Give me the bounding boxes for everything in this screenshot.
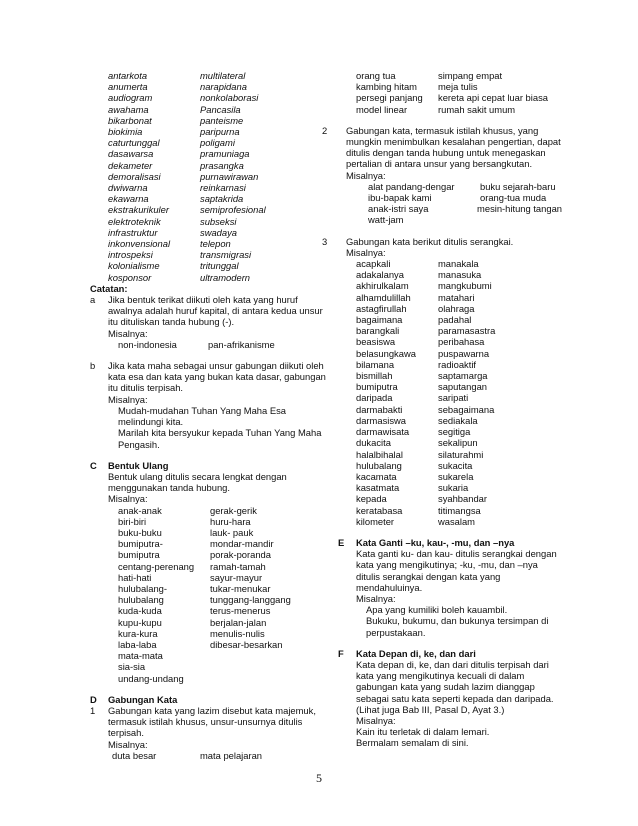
word-pair-row <box>90 204 326 215</box>
word-second: lauk- pauk <box>210 526 254 538</box>
word-second: simpang empat <box>438 70 503 81</box>
note-a-label: a <box>90 294 96 306</box>
reduplication-list <box>90 505 326 684</box>
word-pair-row <box>322 325 562 336</box>
word-first: bikarbonat <box>108 114 152 126</box>
word-second: semiprofesional <box>200 204 266 216</box>
word-second: reinkarnasi <box>200 182 246 194</box>
word-first: orang tua <box>356 70 396 81</box>
word-second: subseksi <box>200 215 237 227</box>
word-pair-row <box>90 661 326 672</box>
section-d3-misalnya: Misalnya: <box>346 246 386 258</box>
word-first: dukacita <box>356 437 391 449</box>
word-first: hati-hati <box>118 571 152 583</box>
section-c-title: Bentuk Ulang <box>108 459 169 471</box>
word-first: bumiputra <box>118 549 160 561</box>
word-second: sukarela <box>438 470 474 482</box>
word-pair-row <box>322 203 562 214</box>
section-d-title: Gabungan Kata <box>108 693 178 705</box>
section-c-text: Bentuk ulang ditulis secara lengkat dengan menggunakan tanda hubung. <box>108 470 287 494</box>
word-second: silaturahmi <box>438 448 484 460</box>
word-pair-row <box>322 516 562 527</box>
section-e-label: E <box>338 536 345 548</box>
word-first: bumiputra <box>356 381 398 393</box>
word-second: sediakala <box>438 414 478 426</box>
word-pair-row <box>322 269 562 280</box>
section-f-text: Kata depan di, ke, dan dari ditulis terpisah dari kata yang mengikutinya kecuali di dalam gabungan kata yang sudah lazim dianggap sebagai satu kata seperti kepada dan daripada. (Lihat juga Bab III, Pasal D, Ayat 3.) <box>356 658 554 715</box>
word-second: prasangka <box>200 159 244 171</box>
word-first: mata-mata <box>118 650 163 662</box>
section-c-label: C <box>90 459 97 471</box>
word-first: alat pandang-dengar <box>368 180 455 192</box>
word-first: audiogram <box>108 92 153 104</box>
word-first: kambing hitam <box>356 81 417 93</box>
word-first: awahama <box>108 103 149 115</box>
note-a-examples <box>90 339 326 350</box>
word-second: tukar-menukar <box>210 582 271 594</box>
word-first: hulubalang <box>356 459 402 471</box>
section-d1-examples <box>90 750 326 761</box>
word-pair-row <box>322 505 562 516</box>
word-pair-row <box>322 392 562 403</box>
word-pair-row <box>90 115 326 126</box>
word-pair-row <box>90 227 326 238</box>
word-second: paramasastra <box>438 325 496 337</box>
word-second: ramah-tamah <box>210 560 266 572</box>
word-pair-row <box>90 81 326 92</box>
word-first: kupu-kupu <box>118 616 162 628</box>
word-first: biri-biri <box>118 515 147 527</box>
word-pair-row <box>90 628 326 639</box>
word-second: rumah sakit umum <box>438 103 516 115</box>
word-first: antarkota <box>108 70 148 81</box>
word-second: mesin-hitung tangan <box>477 203 562 215</box>
word-pair-row <box>322 493 562 504</box>
section-e-title: Kata Ganti –ku, kau-, -mu, dan –nya <box>356 536 515 548</box>
section-d3-text: Gabungan kata berikut ditulis serangkai. <box>346 235 514 247</box>
word-pair-row <box>90 249 326 260</box>
word-first: laba-laba <box>118 638 157 650</box>
word-pair-row <box>322 292 562 303</box>
word-pair-row <box>322 404 562 415</box>
word-first: anak-anak <box>118 504 162 516</box>
word-second: huru-hara <box>210 515 251 527</box>
word-first: watt-jam <box>368 214 404 226</box>
note-a <box>90 294 326 350</box>
word-second: peribahasa <box>438 336 485 348</box>
section-e-example: Apa yang kumiliki boleh kauambil. <box>366 604 508 616</box>
word-first: demoralisasi <box>108 170 161 182</box>
word-second: manasuka <box>438 269 482 281</box>
word-pair-row <box>322 303 562 314</box>
note-a-example: non-indonesia <box>118 338 177 350</box>
word-second: sukaria <box>438 482 469 494</box>
word-second: berjalan-jalan <box>210 616 267 628</box>
word-pair-row <box>90 182 326 193</box>
word-pair-row <box>322 437 562 448</box>
note-b-label: b <box>90 360 96 372</box>
word-pair-row <box>322 336 562 347</box>
word-first: kasatmata <box>356 482 400 494</box>
word-second: saptakrida <box>200 193 244 205</box>
word-first: undang-undang <box>118 672 184 684</box>
word-pair-row <box>90 639 326 650</box>
word-pair-row <box>90 70 326 81</box>
word-pair-row <box>90 272 326 283</box>
word-first: caturtunggal <box>108 137 160 149</box>
word-first: bagaimana <box>356 314 403 326</box>
note-b <box>90 360 326 450</box>
word-first: dasawarsa <box>108 148 154 160</box>
word-first: infrastruktur <box>108 226 158 238</box>
word-first: hulubalang- <box>118 582 167 594</box>
hyphenated-compound-list <box>322 181 562 226</box>
word-first: anumerta <box>108 81 148 93</box>
word-pair-row <box>90 650 326 661</box>
word-pair-row <box>90 160 326 171</box>
compound-phrase-list <box>322 70 562 115</box>
word-pair-row <box>90 605 326 616</box>
word-second: kereta api cepat luar biasa <box>438 92 548 104</box>
word-pair-row <box>90 260 326 271</box>
section-c <box>90 460 326 684</box>
word-first: ekawarna <box>108 193 149 205</box>
word-second: sebagaimana <box>438 403 495 415</box>
word-pair-row <box>322 460 562 471</box>
word-second: ultramodern <box>200 271 251 283</box>
word-pair-row <box>322 426 562 437</box>
word-first: persegi panjang <box>356 92 423 104</box>
word-first: anak-istri saya <box>368 203 429 215</box>
word-pair-row <box>322 214 562 225</box>
section-f-example: Kain itu terletak di dalam lemari. <box>356 726 490 738</box>
section-e-misalnya: Misalnya: <box>356 592 396 604</box>
section-d1-text: Gabungan kata yang lazim disebut kata majemuk, termasuk istilah khusus, unsur-unsurnya ditulis terpisah. <box>108 704 316 739</box>
word-first: akhirulkalam <box>356 280 409 292</box>
section-e-text: Kata ganti ku- dan kau- ditulis serangkai dengan kata yang mengikutinya; -ku, -mu, dan –nya ditulis serangkai dengan kata yang mendahuluinya. <box>356 548 557 593</box>
word-second: poligami <box>200 137 235 149</box>
word-first: adakalanya <box>356 269 404 281</box>
word-pair-row <box>90 193 326 204</box>
joined-compound-list <box>322 258 562 527</box>
word-pair-row <box>90 505 326 516</box>
word-first: kacamata <box>356 470 397 482</box>
word-pair-row <box>90 549 326 560</box>
word-second: olahraga <box>438 302 475 314</box>
word-second: tunggang-langgang <box>210 594 291 606</box>
word-first: dwiwarna <box>108 182 148 194</box>
word-first: kolonialisme <box>108 260 160 272</box>
section-f-title: Kata Depan di, ke, dan dari <box>356 647 476 659</box>
word-second: gerak-gerik <box>210 504 257 516</box>
word-first: ekstrakurikuler <box>108 204 169 216</box>
word-pair-row <box>90 148 326 159</box>
word-pair-row <box>322 314 562 325</box>
section-f <box>322 648 562 749</box>
note-a-text: Jika bentuk terikat diikuti oleh kata yang huruf awalnya adalah huruf kapital, di antara kedua unsur itu dituliskan tanda hubung (-). <box>108 294 323 328</box>
word-first: darmawisata <box>356 426 410 438</box>
word-pair-row <box>322 370 562 381</box>
word-first: biokimia <box>108 126 143 138</box>
word-first: beasiswa <box>356 336 396 348</box>
word-pair-row <box>90 92 326 103</box>
word-first: acapkali <box>356 258 391 270</box>
section-d1 <box>90 705 326 761</box>
section-d-label: D <box>90 693 97 705</box>
section-d3-label: 3 <box>322 235 328 247</box>
section-d1-label: 1 <box>90 704 96 716</box>
word-first: kuda-kuda <box>118 605 162 617</box>
word-first: kura-kura <box>118 627 158 639</box>
word-pair-row <box>90 126 326 137</box>
word-second: puspawarna <box>438 347 490 359</box>
word-pair-row <box>322 415 562 426</box>
word-second: syahbandar <box>438 493 487 505</box>
word-first: darmasiswa <box>356 414 407 426</box>
word-second: paripurna <box>200 126 240 138</box>
catatan-heading: Catatan: <box>90 282 128 294</box>
word-pair-row <box>90 561 326 572</box>
word-second: telepon <box>200 238 231 250</box>
word-second: wasalam <box>438 515 475 527</box>
word-pair-row <box>322 280 562 291</box>
right-column <box>322 70 562 749</box>
word-pair-row <box>90 594 326 605</box>
word-pair-row <box>322 471 562 482</box>
word-second: pramuniaga <box>200 148 250 160</box>
word-pair-row <box>90 104 326 115</box>
note-a-example: pan-afrikanisme <box>208 338 275 350</box>
word-pair-row <box>322 104 562 115</box>
note-b-misalnya: Misalnya: <box>108 393 148 405</box>
compound-word-list <box>90 70 326 283</box>
word-second: meja tulis <box>438 81 478 93</box>
word-second: mondar-mandir <box>210 538 274 550</box>
word-pair-row <box>322 81 562 92</box>
word-second: manakala <box>438 258 479 270</box>
section-d3 <box>322 236 562 527</box>
note-b-text: Jika kata maha sebagai unsur gabungan diikuti oleh kata esa dan kata yang bukan kata dasar, gabungan itu ditulis terpisah. <box>108 360 326 394</box>
word-first: daripada <box>356 392 393 404</box>
note-b-example: Marilah kita bersyukur kepada Tuhan Yang Maha Pengasih. <box>118 427 322 450</box>
word-second: saripati <box>438 392 469 404</box>
word-pair-row <box>322 181 562 192</box>
word-second: sayur-mayur <box>210 571 263 583</box>
word-second: menulis-nulis <box>210 627 265 639</box>
section-d2-misalnya: Misalnya: <box>346 169 386 181</box>
word-second: narapidana <box>200 81 247 93</box>
section-d2 <box>322 125 562 226</box>
word-pair-row <box>322 359 562 370</box>
word-second: transmigrasi <box>200 249 252 261</box>
section-d1-example: duta besar <box>112 749 157 761</box>
note-b-example: Mudah-mudahan Tuhan Yang Maha Esa melindungi kita. <box>118 404 286 428</box>
word-pair-row <box>322 258 562 269</box>
word-first: bismillah <box>356 370 393 382</box>
word-first: kosponsor <box>108 271 152 283</box>
word-pair-row <box>90 137 326 148</box>
section-e <box>322 537 562 638</box>
page-number: 5 <box>316 771 322 785</box>
word-second: porak-poranda <box>210 549 271 561</box>
section-d <box>90 694 326 705</box>
word-second: mangkubumi <box>438 280 492 292</box>
word-first: keratabasa <box>356 504 403 516</box>
word-second: sekalipun <box>438 437 478 449</box>
word-pair-row <box>90 216 326 227</box>
word-first: kilometer <box>356 515 395 527</box>
word-second: saptamarga <box>438 370 488 382</box>
word-pair-row <box>322 482 562 493</box>
word-second: radioaktif <box>438 358 477 370</box>
word-first: inkonvensional <box>108 238 171 250</box>
word-pair-row <box>90 673 326 684</box>
word-second: saputangan <box>438 381 488 393</box>
word-first: alhamdulillah <box>356 291 411 303</box>
word-second: terus-menerus <box>210 605 271 617</box>
word-pair-row <box>322 192 562 203</box>
word-first: buku-buku <box>118 526 162 538</box>
word-first: introspeksi <box>108 249 153 261</box>
section-d2-text: Gabungan kata, termasuk istilah khusus, yang mungkin menimbulkan kesalahan pengertian, dapat ditulis dengan tanda hubung untuk menegaskan pertalian di antara unsur yang bersangkutan. <box>346 124 561 170</box>
section-e-example: Bukuku, bukumu, dan bukunya tersimpan di perpustakaan. <box>366 615 549 638</box>
word-pair-row <box>322 449 562 460</box>
word-second: buku sejarah-baru <box>480 180 556 192</box>
left-column <box>90 70 326 761</box>
word-second: panteisme <box>200 114 244 126</box>
word-first: ibu-bapak kami <box>368 192 432 204</box>
note-a-misalnya: Misalnya: <box>108 327 148 339</box>
word-first: barangkali <box>356 325 400 337</box>
word-second: dibesar-besarkan <box>210 638 283 650</box>
word-second: orang-tua muda <box>480 192 547 204</box>
word-pair-row <box>90 171 326 182</box>
word-pair-row <box>90 527 326 538</box>
section-f-label: F <box>338 647 344 659</box>
word-pair-row <box>90 538 326 549</box>
word-second: swadaya <box>200 226 238 238</box>
word-pair-row <box>322 348 562 359</box>
section-c-misalnya: Misalnya: <box>108 493 148 505</box>
word-second: sukacita <box>438 459 473 471</box>
section-d1-misalnya: Misalnya: <box>108 738 148 750</box>
section-d1-example: mata pelajaran <box>200 749 263 761</box>
word-first: elektroteknik <box>108 215 161 227</box>
word-second: segitiga <box>438 426 471 438</box>
word-first: bumiputra- <box>118 538 163 550</box>
word-first: sia-sia <box>118 661 146 673</box>
word-first: bilamana <box>356 358 395 370</box>
word-first: belasungkawa <box>356 347 416 359</box>
word-first: kepada <box>356 493 387 505</box>
word-pair-row <box>322 70 562 81</box>
word-pair-row <box>90 572 326 583</box>
section-f-example: Bermalam semalam di sini. <box>356 737 469 749</box>
word-second: purnawirawan <box>200 170 259 182</box>
word-pair-row <box>90 583 326 594</box>
word-second: multilateral <box>200 70 246 81</box>
word-first: centang-perenang <box>118 560 195 572</box>
word-second: padahal <box>438 314 472 326</box>
word-first: hulubalang <box>118 594 164 606</box>
word-second: titimangsa <box>438 504 481 516</box>
word-second: tritunggal <box>200 260 239 272</box>
word-pair-row <box>322 381 562 392</box>
word-first: halalbihalal <box>356 448 403 460</box>
word-pair-row <box>90 516 326 527</box>
section-f-misalnya: Misalnya: <box>356 714 396 726</box>
section-d2-label: 2 <box>322 124 328 136</box>
word-pair-row <box>322 92 562 103</box>
word-first: dekameter <box>108 159 153 171</box>
word-second: matahari <box>438 291 475 303</box>
word-pair-row <box>90 235 328 250</box>
word-first: darmabakti <box>356 403 403 415</box>
word-second: nonkolaborasi <box>200 92 259 104</box>
word-pair-row <box>90 617 326 628</box>
word-first: model linear <box>356 103 408 115</box>
word-second: Pancasila <box>200 103 241 115</box>
word-first: astagfirullah <box>356 302 407 314</box>
